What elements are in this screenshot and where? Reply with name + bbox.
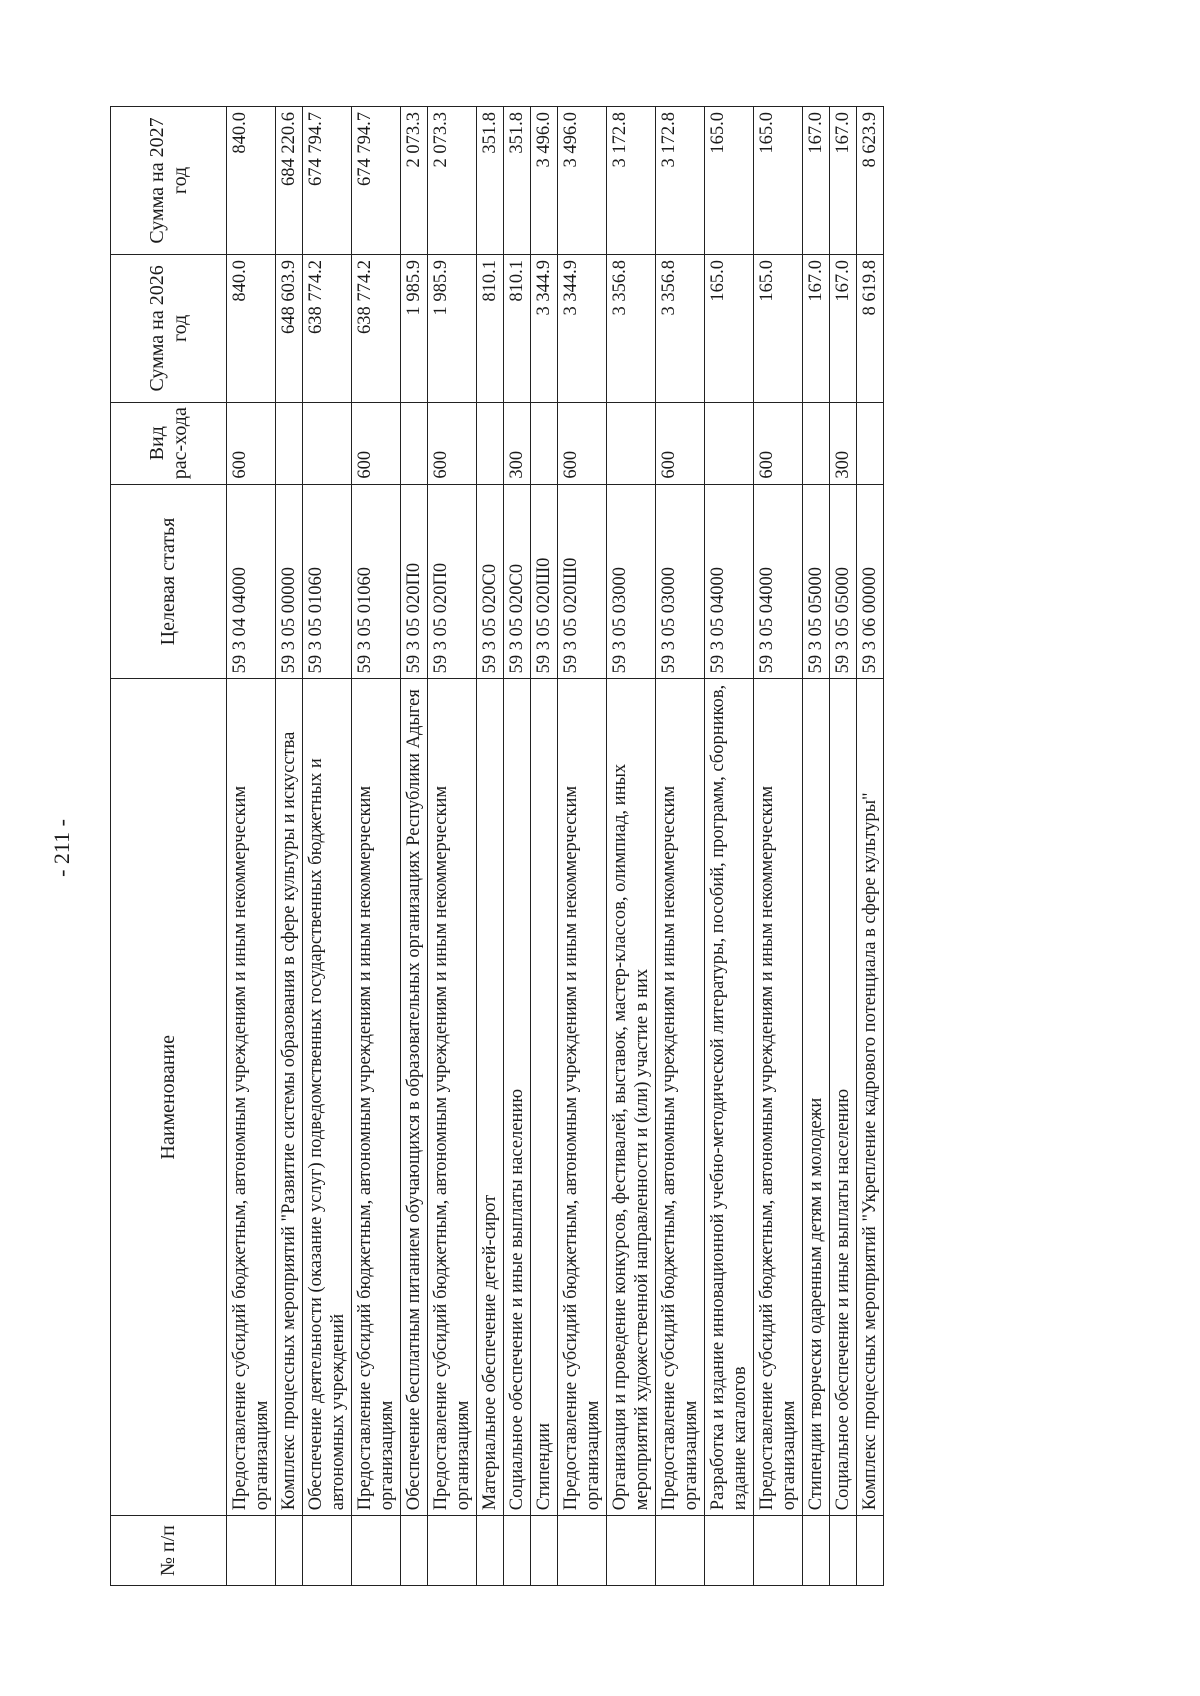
cell-y2026: 167.0 <box>803 254 830 402</box>
cell-y2027: 2 073.3 <box>401 107 428 255</box>
cell-no <box>857 1516 884 1586</box>
table-row <box>504 107 531 1586</box>
cell-name: Социальное обеспечение и иные выплаты населению <box>830 679 857 1516</box>
table-row <box>607 107 656 1586</box>
cell-name: Обеспечение деятельности (оказание услуг) подведомственных государственных бюджетных и автономных учреждений <box>303 679 352 1516</box>
cell-name: Обеспечение бесплатным питанием обучающихся в образовательных организациях Республики Адыгея <box>401 679 428 1516</box>
cell-y2027: 674 794.7 <box>303 107 352 255</box>
cell-y2026: 3 356.8 <box>656 254 705 402</box>
table-row <box>227 107 276 1586</box>
cell-name: Предоставление субсидий бюджетным, автономным учреждениям и иным некоммерческим организациям <box>558 679 607 1516</box>
page-number: - 211 - <box>49 819 74 877</box>
cell-type <box>531 402 558 484</box>
cell-type <box>477 402 504 484</box>
cell-y2026: 1 985.9 <box>428 254 477 402</box>
cell-no <box>607 1516 656 1586</box>
cell-no <box>656 1516 705 1586</box>
table-row <box>303 107 352 1586</box>
cell-no <box>428 1516 477 1586</box>
cell-target: 59 3 05 01060 <box>352 484 401 679</box>
cell-type: 600 <box>428 402 477 484</box>
cell-target: 59 3 04 04000 <box>227 484 276 679</box>
cell-name: Комплекс процессных мероприятий "Развитие системы образования в сфере культуры и искусства <box>276 679 303 1516</box>
cell-type: 300 <box>504 402 531 484</box>
cell-y2027: 3 172.8 <box>607 107 656 255</box>
table-row <box>428 107 477 1586</box>
cell-y2026: 810.1 <box>504 254 531 402</box>
table-row <box>656 107 705 1586</box>
table-row <box>531 107 558 1586</box>
cell-target: 59 3 06 00000 <box>857 484 884 679</box>
table-row <box>276 107 303 1586</box>
cell-y2026: 3 344.9 <box>558 254 607 402</box>
cell-y2027: 3 496.0 <box>531 107 558 255</box>
cell-no <box>705 1516 754 1586</box>
cell-target: 59 3 05 03000 <box>607 484 656 679</box>
table-row <box>401 107 428 1586</box>
cell-type <box>705 402 754 484</box>
header-2027: Сумма на 2027 год <box>111 107 227 255</box>
cell-name: Предоставление субсидий бюджетным, автономным учреждениям и иным некоммерческим организациям <box>428 679 477 1516</box>
cell-name: Разработка и издание инновационной учебно-методической литературы, пособий, программ, сборников, издание каталогов <box>705 679 754 1516</box>
cell-y2026: 638 774.2 <box>303 254 352 402</box>
cell-y2026: 1 985.9 <box>401 254 428 402</box>
cell-y2027: 3 172.8 <box>656 107 705 255</box>
cell-no <box>830 1516 857 1586</box>
budget-table-rotated <box>110 106 1070 1586</box>
cell-name: Предоставление субсидий бюджетным, автономным учреждениям и иным некоммерческим организациям <box>352 679 401 1516</box>
header-2026: Сумма на 2026 год <box>111 254 227 402</box>
cell-type: 600 <box>558 402 607 484</box>
cell-no <box>504 1516 531 1586</box>
cell-name: Предоставление субсидий бюджетным, автономным учреждениям и иным некоммерческим организациям <box>754 679 803 1516</box>
cell-name: Социальное обеспечение и иные выплаты населению <box>504 679 531 1516</box>
table-row <box>558 107 607 1586</box>
cell-type <box>803 402 830 484</box>
cell-target: 59 3 05 04000 <box>705 484 754 679</box>
cell-y2026: 3 344.9 <box>531 254 558 402</box>
cell-y2027: 351.8 <box>504 107 531 255</box>
table-row <box>803 107 830 1586</box>
cell-no <box>303 1516 352 1586</box>
cell-no <box>276 1516 303 1586</box>
cell-y2027: 674 794.7 <box>352 107 401 255</box>
table-header-row <box>111 107 227 1586</box>
cell-y2026: 167.0 <box>830 254 857 402</box>
table-row <box>830 107 857 1586</box>
cell-type: 600 <box>352 402 401 484</box>
cell-y2027: 8 623.9 <box>857 107 884 255</box>
cell-target: 59 3 05 020Ш0 <box>558 484 607 679</box>
table-row <box>754 107 803 1586</box>
header-no: № п/п <box>111 1516 227 1586</box>
cell-y2027: 2 073.3 <box>428 107 477 255</box>
cell-no <box>352 1516 401 1586</box>
cell-type <box>401 402 428 484</box>
cell-y2027: 3 496.0 <box>558 107 607 255</box>
cell-type <box>276 402 303 484</box>
cell-no <box>803 1516 830 1586</box>
table-row <box>477 107 504 1586</box>
header-name: Наименование <box>111 679 227 1516</box>
cell-target: 59 3 05 05000 <box>830 484 857 679</box>
header-type: Вид рас-хода <box>111 402 227 484</box>
cell-y2026: 8 619.8 <box>857 254 884 402</box>
cell-y2026: 165.0 <box>705 254 754 402</box>
table-row <box>352 107 401 1586</box>
cell-no <box>227 1516 276 1586</box>
cell-y2027: 167.0 <box>803 107 830 255</box>
cell-target: 59 3 05 01060 <box>303 484 352 679</box>
cell-name: Организация и проведение конкурсов, фестивалей, выставок, мастер-классов, олимпиад, иных мероприятий художественной направленности и (или) участие в них <box>607 679 656 1516</box>
cell-name: Стипендии <box>531 679 558 1516</box>
cell-y2027: 684 220.6 <box>276 107 303 255</box>
cell-target: 59 3 05 00000 <box>276 484 303 679</box>
cell-y2027: 351.8 <box>477 107 504 255</box>
cell-name: Комплекс процессных мероприятий "Укрепление кадрового потенциала в сфере культуры" <box>857 679 884 1516</box>
cell-no <box>558 1516 607 1586</box>
cell-no <box>754 1516 803 1586</box>
cell-type: 600 <box>754 402 803 484</box>
cell-y2027: 165.0 <box>705 107 754 255</box>
cell-target: 59 3 05 04000 <box>754 484 803 679</box>
cell-no <box>401 1516 428 1586</box>
cell-no <box>477 1516 504 1586</box>
table-row <box>705 107 754 1586</box>
cell-name: Предоставление субсидий бюджетным, автономным учреждениям и иным некоммерческим организациям <box>656 679 705 1516</box>
cell-name: Предоставление субсидий бюджетным, автономным учреждениям и иным некоммерческим организациям <box>227 679 276 1516</box>
cell-type <box>303 402 352 484</box>
cell-name: Материальное обеспечение детей-сирот <box>477 679 504 1516</box>
cell-target: 59 3 05 020П0 <box>428 484 477 679</box>
budget-table <box>110 106 884 1586</box>
cell-y2027: 165.0 <box>754 107 803 255</box>
cell-type: 600 <box>227 402 276 484</box>
cell-target: 59 3 05 05000 <box>803 484 830 679</box>
cell-type: 300 <box>830 402 857 484</box>
cell-target: 59 3 05 020С0 <box>504 484 531 679</box>
cell-y2026: 165.0 <box>754 254 803 402</box>
cell-target: 59 3 05 03000 <box>656 484 705 679</box>
cell-target: 59 3 05 020П0 <box>401 484 428 679</box>
cell-target: 59 3 05 020С0 <box>477 484 504 679</box>
cell-type <box>607 402 656 484</box>
cell-type: 600 <box>656 402 705 484</box>
cell-target: 59 3 05 020Ш0 <box>531 484 558 679</box>
cell-y2026: 810.1 <box>477 254 504 402</box>
cell-name: Стипендии творчески одаренным детям и молодежи <box>803 679 830 1516</box>
cell-type <box>857 402 884 484</box>
header-target: Целевая статья <box>111 484 227 679</box>
cell-y2026: 648 603.9 <box>276 254 303 402</box>
cell-no <box>531 1516 558 1586</box>
cell-y2026: 3 356.8 <box>607 254 656 402</box>
cell-y2026: 840.0 <box>227 254 276 402</box>
table-row <box>857 107 884 1586</box>
cell-y2027: 167.0 <box>830 107 857 255</box>
table-body <box>227 107 884 1586</box>
cell-y2026: 638 774.2 <box>352 254 401 402</box>
cell-y2027: 840.0 <box>227 107 276 255</box>
